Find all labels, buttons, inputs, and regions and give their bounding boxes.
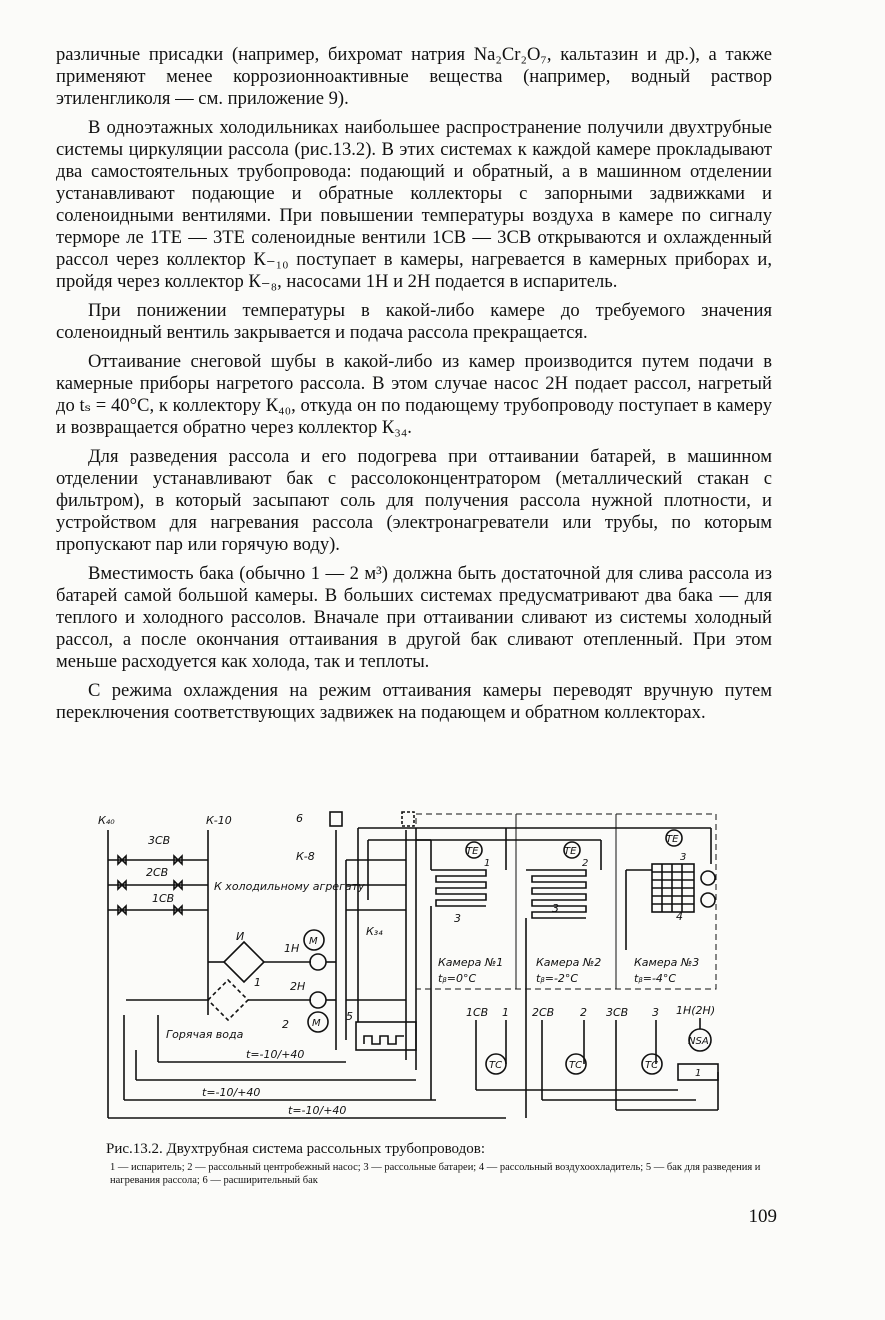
- temp-label-1: t=-10/+40: [246, 1048, 305, 1061]
- chamber-2-temp: tᵦ=-2°С: [536, 972, 579, 985]
- chamber-1-temp: tᵦ=0°С: [438, 972, 477, 985]
- collector-label-k34: К₃₄: [366, 925, 383, 938]
- page-number: 109: [748, 1206, 777, 1227]
- battery-label-3b: 3: [552, 902, 559, 915]
- paragraph: В одноэтажных холодильниках наибольшее распространение получили двухтрубные системы циркуляции рассола (рис.13.2). В этих системах к каждой камере прокладывают два самостоятельных трубопровода: подающий и обратный, а в машинном отделении устанавливают подающие и обратные коллекторы с запорными задвижками и соленоидными вентилями. При повышении температуры воздуха в камере по сигналу терморе ле 1ТЕ — 3ТЕ соленоидные вентили 1СВ — 3СВ открываются и охлажденный рассол через коллектор К₋₁₀ поступает в камеры, нагревается в камерных приборах и, пройдя через коллектор К₋₈, насосами 1Н и 2Н подается в испаритель.: [56, 117, 772, 292]
- tc-relay-1: ТС: [489, 1060, 503, 1071]
- label-i: И: [236, 930, 245, 943]
- temp-label-2: t=-10/+40: [202, 1086, 261, 1099]
- te-index-1: 1: [484, 858, 491, 869]
- motor-label-1: М: [309, 936, 318, 947]
- collector-label-k-10: К-10: [206, 814, 232, 827]
- paragraph: Оттаивание снеговой шубы в какой-либо из камер производится путем подачи в камерные приборы нагретого рассола. В этом случае насос 2Н подает рассол, нагретый до tₛ = 40°С, к коллектору К₄₀, откуда он по подающему трубопроводу поступает в камеру и возвращается обратно через коллектор К₃₄.: [56, 351, 772, 438]
- ctrl-label-2: 2: [580, 1006, 587, 1019]
- control-box-label: 1: [695, 1068, 702, 1079]
- pumps-control-label: 1Н(2Н): [676, 1004, 716, 1017]
- valve-label-1sv: 1СВ: [152, 892, 175, 905]
- valve-label-2sv: 2СВ: [146, 866, 169, 879]
- chamber-2-label: Камера №2: [536, 956, 602, 969]
- label-2: 2: [282, 1018, 289, 1031]
- te-index-3: 3: [680, 852, 687, 863]
- paragraph: различные присадки (например, бихромат натрия Na₂Cr₂O₇, кальтазин и др.), а также применяют менее коррозионноактивные вещества (например, водный раствор этиленгликоля — см. приложение 9).: [56, 44, 772, 109]
- ctrl-label-2sv: 2СВ: [532, 1006, 555, 1019]
- collector-label-k40: К₄₀: [98, 814, 115, 827]
- ctrl-label-3sv: 3СВ: [606, 1006, 629, 1019]
- chamber-3-label: Камера №3: [634, 956, 700, 969]
- ctrl-label-1: 1: [502, 1006, 509, 1019]
- hot-water-label: Горячая вода: [166, 1028, 244, 1041]
- chamber-3-temp: tᵦ=-4°С: [634, 972, 677, 985]
- brine-system-diagram: [96, 800, 786, 1130]
- te-sensor-3: ТЕ: [666, 834, 679, 845]
- paragraph: Вместимость бака (обычно 1 — 2 м³) должна быть достаточной для слива рассола из батарей самой большой камеры. В больших системах предусматривают два бака — для теплого и холодного рассолов. Вначале при оттаивании сливают из системы холодный рассол, а после окончания оттаивания в другой бак сливают отепленный. При этом меньше расходуется как холода, так и теплоты.: [56, 563, 772, 672]
- ctrl-label-3: 3: [652, 1006, 659, 1019]
- chamber-1-label: Камера №1: [438, 956, 504, 969]
- figure-caption: [106, 1140, 786, 1187]
- motor-label-2: М: [312, 1018, 321, 1029]
- pump-label-2h: 2Н: [290, 980, 306, 993]
- te-sensor-1: ТЕ: [466, 846, 479, 857]
- tank-label-6: 6: [296, 812, 303, 825]
- temp-label-3: t=-10/+40: [288, 1104, 347, 1117]
- nsa-label: NSA: [688, 1036, 709, 1047]
- pump-label-1h: 1Н: [284, 942, 300, 955]
- tank-label-5: 5: [346, 1010, 353, 1023]
- caption-legend: 1 — испаритель; 2 — рассольный центробежный насос; 3 — рассольные батареи; 4 — рассольный воздухоохладитель; 5 — бак для разведения и нагревания рассола; 6 — расширительный бак: [110, 1162, 761, 1186]
- battery-label-3a: 3: [454, 912, 461, 925]
- to-unit-label: К холодильному агрегату: [214, 880, 365, 893]
- ctrl-label-1sv: 1СВ: [466, 1006, 489, 1019]
- paragraph: При понижении температуры в какой-либо камере до требуемого значения соленоидный вентиль закрывается и подача рассола прекращается.: [56, 300, 772, 343]
- tc-relay-2: ТС: [569, 1060, 583, 1071]
- caption-title: Рис.13.2. Двухтрубная система рассольных трубопроводов:: [106, 1141, 486, 1157]
- tc-relay-3: ТС: [645, 1060, 659, 1071]
- te-index-2: 2: [582, 858, 589, 869]
- collector-label-k-8: К-8: [296, 850, 315, 863]
- body-text: [56, 44, 772, 731]
- aircooler-label-4: 4: [676, 910, 683, 923]
- te-sensor-2: ТЕ: [564, 846, 577, 857]
- valve-label-3sv: 3СВ: [148, 834, 171, 847]
- label-1: 1: [254, 976, 261, 989]
- paragraph: С режима охлаждения на режим оттаивания камеры переводят вручную путем переключения соответствующих задвижек на подающем и обратном коллекторах.: [56, 680, 772, 723]
- paragraph: Для разведения рассола и его подогрева при оттаивании батарей, в машинном отделении устанавливают бак с рассолоконцентратором (металлический стакан с фильтром), в который засыпают соль для получения рассола нужной плотности, и устройством для нагревания рассола (электронагреватели или трубы, по которым пропускают пар или горячую воду).: [56, 446, 772, 555]
